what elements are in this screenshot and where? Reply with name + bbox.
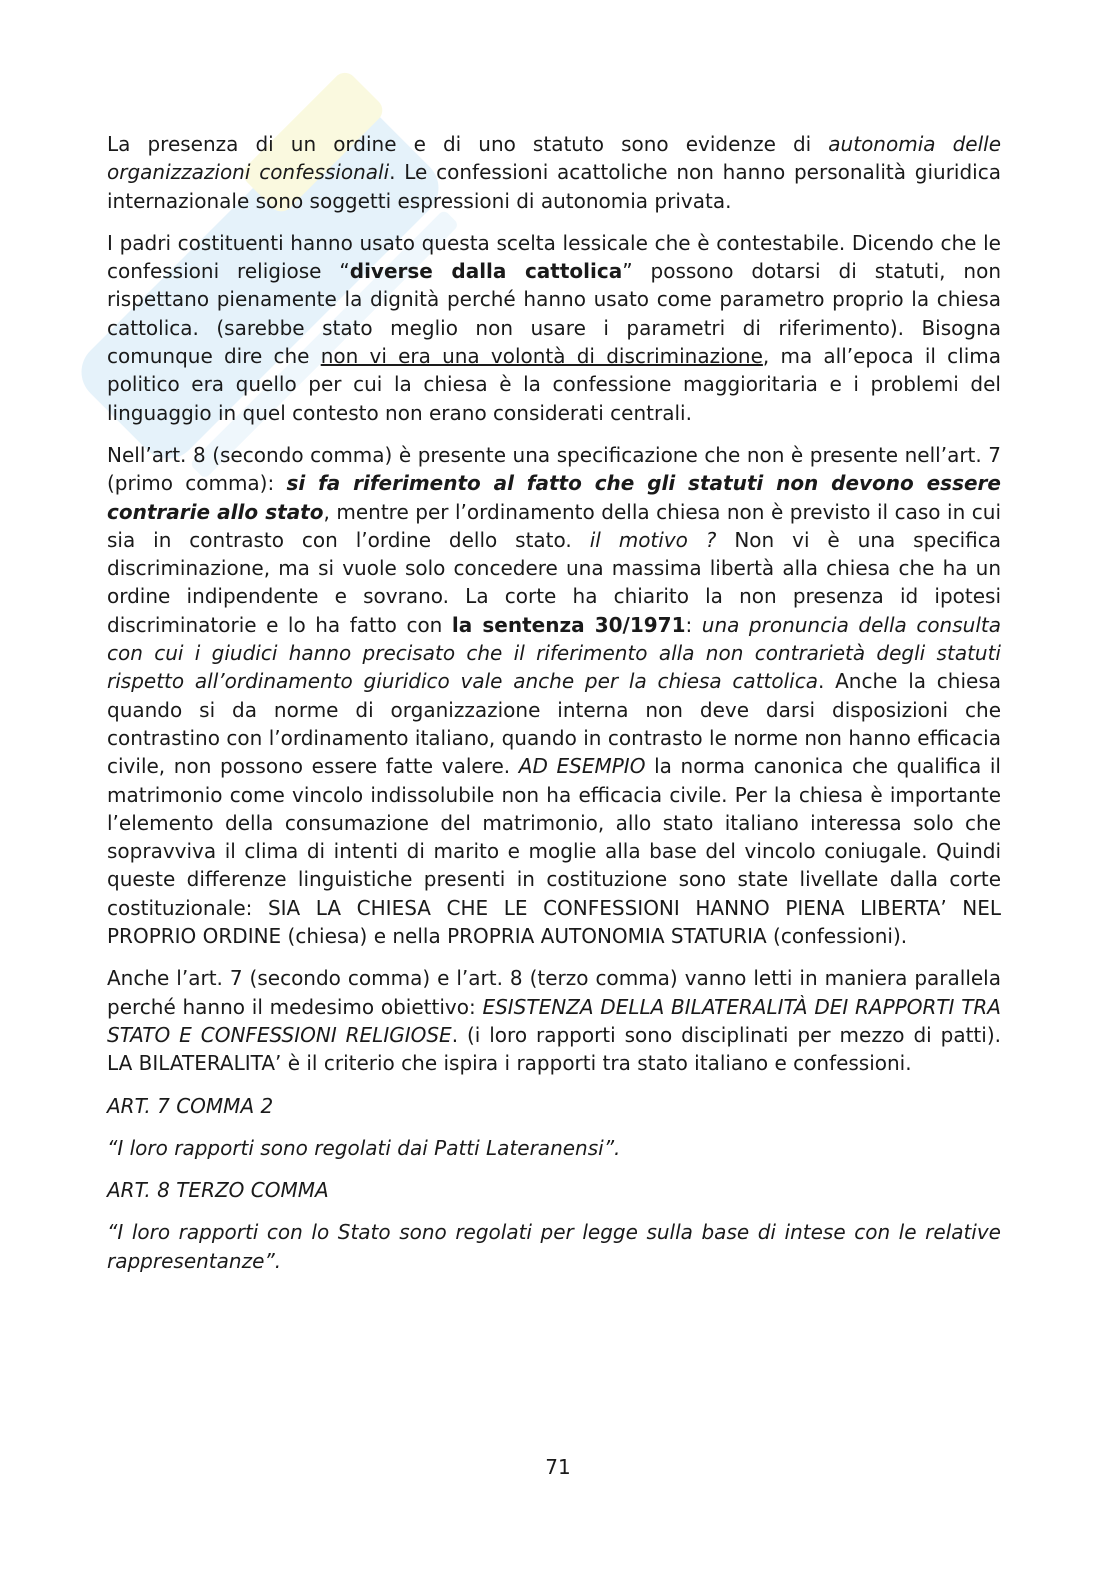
paragraph-padri-costituenti <box>107 229 1001 427</box>
art7-heading: ART. 7 COMMA 2 <box>107 1093 274 1118</box>
paragraph-autonomia <box>107 130 1001 215</box>
bold-run: la sentenza 30/1971 <box>451 612 686 637</box>
text-run: Anche l’art. 7 (secondo comma) e l’art. 8 (terzo comma) vanno letti in maniera parallela perché hanno il medesimo obiettivo: <box>107 966 1001 1019</box>
art8-heading: ART. 8 TERZO COMMA <box>107 1178 329 1203</box>
text-run: , ma all’epoca il clima politico era quello per cui la chiesa è la confessione maggioritaria e i problemi del linguaggio in quel contesto non erano considerati centrali. <box>107 344 1001 425</box>
document-body <box>107 130 1001 1289</box>
italic-run: una pronuncia della consulta con cui i giudici hanno precisato che il riferimento alla non contrarietà degli statuti rispetto all’ordinamento giuridico vale anche per la chiesa cattolica <box>107 612 1001 694</box>
text-run: ” possono dotarsi di statuti, non rispettano pienamente la dignità perché hanno usato come parametro proprio la chiesa cattolica. (sarebbe stato meglio non usare i parametri di riferimento). Bisogna comunque dire che <box>107 259 1001 369</box>
text-run: , mentre per l’ordinamento della chiesa non è previsto il caso in cui sia in contrasto con l’ordine dello stato. <box>107 499 1001 552</box>
art8-quote: “I loro rapporti con lo Stato sono regolati per legge sulla base di intese con le relative rappresentanze”. <box>107 1220 1001 1273</box>
italic-run: autonomia delle organizzazioni confessionali <box>107 132 1001 185</box>
text-run: . Le confessioni acattoliche non hanno personalità giuridica internazionale sono soggetti espressioni di autonomia privata. <box>107 160 1001 213</box>
bold-run: diverse dalla cattolica <box>349 259 623 284</box>
italic-run: AD ESEMPIO <box>518 754 646 779</box>
text-run: : <box>685 612 702 637</box>
text-run: La presenza di un ordine e di uno statuto sono evidenze di <box>107 132 829 156</box>
italic-run: il motivo ? <box>589 527 717 552</box>
underlined-run: non vi era una volontà di discriminazione <box>320 344 763 369</box>
page-number: 71 <box>545 1455 571 1479</box>
art7-quote: “I loro rapporti sono regolati dai Patti Lateranensi”. <box>107 1135 621 1160</box>
text-run: . Anche la chiesa quando si da norme di organizzazione interna non deve darsi disposizioni che contrastino con l’ordinamento italiano, quando in contrasto le norme non hanno efficacia civile, non possono essere fatte valere. <box>107 669 1001 779</box>
text-run: Nell’art. 8 (secondo comma) è presente una specificazione che non è presente nell’art. 7 (primo comma): <box>107 442 1001 496</box>
paragraph-bilateralita <box>107 964 1001 1077</box>
italic-run: ESISTENZA DELLA BILATERALITÀ DEI RAPPORTI TRA STATO E CONFESSIONI RELIGIOSE <box>107 994 1001 1047</box>
text-run: Non vi è una specifica discriminazione, ma si vuole solo concedere una massima libertà alla chiesa che ha un ordine indipendente e sovrano. La corte ha chiarito la non presenza id ipotesi discriminatorie e lo ha fatto con <box>107 527 1001 637</box>
text-run: I padri costituenti hanno usato questa scelta lessicale che è contestabile. Dicendo che le confessioni religiose “ <box>107 230 1001 284</box>
paragraph-art8-specificazione <box>107 441 1001 950</box>
bold-italic-run: si fa riferimento al fatto che gli statuti non devono essere contrarie allo stato <box>107 471 1001 524</box>
text-run: la norma canonica che qualifica il matrimonio come vincolo indissolubile non ha efficacia civile. Per la chiesa è importante l’elemento della consumazione del matrimonio, allo stato italiano interessa solo che sopravviva il clima di intenti di marito e moglie alla base del vincolo coniugale. Quindi queste differenze linguistiche presenti in costituzione sono state livellate dalla corte costituzionale: SIA LA CHIESA CHE LE CONFESSIONI HANNO PIENA LIBERTA’ NEL PROPRIO ORDINE (chiesa) e nella PROPRIA AUTONOMIA STATURIA (confessioni). <box>107 754 1001 949</box>
text-run: . (i loro rapporti sono disciplinati per mezzo di patti). LA BILATERALITA’ è il criterio che ispira i rapporti tra stato italiano e confessioni. <box>107 1022 1001 1076</box>
